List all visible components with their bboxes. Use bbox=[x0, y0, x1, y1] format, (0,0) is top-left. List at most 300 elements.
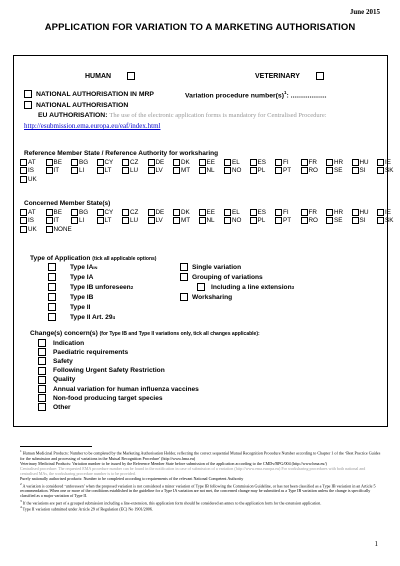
human-label: HUMAN bbox=[85, 72, 112, 80]
change-option-checkbox[interactable] bbox=[38, 357, 46, 365]
footnote-text: Type II variation submitted under Article 29 of Regulation (EC) No 1901/2006. bbox=[21, 506, 153, 512]
mrp-option bbox=[24, 90, 154, 98]
page-number: 1 bbox=[374, 540, 378, 548]
worksharing-option bbox=[180, 293, 232, 301]
type-option-checkbox[interactable] bbox=[48, 263, 56, 271]
concerned-state-label: DE bbox=[155, 208, 165, 216]
footnote-text: If the variations are part of a grouped submission including a line-extension, this application form should be considered an annex to the application form for the extension application. bbox=[21, 499, 322, 505]
type-option-footnote-ref: 2 bbox=[130, 284, 134, 290]
reference-state-label: UK bbox=[28, 175, 37, 183]
footnote-text: Centralised procedure: The requested EMA procedure number can be found in the notification in case of submission of a variation (http://www.ema.europa.eu) For worksharing procedures with both national and centralised MAs, the worksharing procedure number is to be provided. bbox=[20, 465, 366, 477]
reference-state-option-pt bbox=[275, 167, 301, 174]
concerned-state-option-uk bbox=[20, 226, 46, 233]
concerned-state-label: PT bbox=[283, 217, 292, 225]
concerned-state-checkbox-lt[interactable] bbox=[97, 217, 104, 224]
reference-state-checkbox-hr[interactable] bbox=[326, 159, 333, 166]
concerned-state-option-hr bbox=[326, 209, 352, 216]
concerned-state-option-mt bbox=[173, 217, 199, 224]
reference-state-checkbox-ro[interactable] bbox=[301, 167, 308, 174]
concerned-state-checkbox-is[interactable] bbox=[20, 217, 27, 224]
concerned-state-checkbox-lu[interactable] bbox=[122, 217, 129, 224]
change-option-checkbox[interactable] bbox=[38, 403, 46, 411]
reference-state-checkbox-uk[interactable] bbox=[20, 176, 27, 183]
concerned-state-checkbox-it[interactable] bbox=[46, 217, 53, 224]
procedure-label: Variation procedure number(s) bbox=[185, 92, 284, 100]
reference-state-label: IE bbox=[385, 158, 391, 166]
reference-state-checkbox-it[interactable] bbox=[46, 167, 53, 174]
single-variation-option bbox=[180, 263, 241, 271]
footnote-number: 4 bbox=[20, 505, 22, 510]
concerned-state-option-none bbox=[46, 226, 76, 233]
reference-state-checkbox-mt[interactable] bbox=[173, 167, 180, 174]
reference-state-checkbox-bg[interactable] bbox=[71, 159, 78, 166]
change-option-checkbox[interactable] bbox=[38, 339, 46, 347]
reference-state-label: LU bbox=[130, 167, 139, 175]
reference-state-option-cz bbox=[122, 159, 148, 166]
veterinary-checkbox[interactable] bbox=[316, 72, 324, 80]
change-option bbox=[38, 385, 199, 393]
concerned-state-checkbox-nl[interactable] bbox=[199, 217, 206, 224]
change-option bbox=[38, 367, 165, 375]
reference-state-option-li bbox=[71, 167, 97, 174]
change-option-label: Annual variation for human influenza vaccines bbox=[53, 385, 199, 393]
concerned-state-label: EE bbox=[206, 208, 215, 216]
reference-state-option-it bbox=[46, 167, 72, 174]
reference-state-checkbox-be[interactable] bbox=[46, 159, 53, 166]
concerned-state-option-nl bbox=[199, 217, 225, 224]
reference-state-option-nl bbox=[199, 167, 225, 174]
type-option-label: Type IB bbox=[70, 293, 94, 301]
procedure-field[interactable]: : ................... bbox=[286, 92, 327, 100]
reference-state-checkbox-li[interactable] bbox=[71, 167, 78, 174]
change-option-checkbox[interactable] bbox=[38, 348, 46, 356]
reference-state-option-is bbox=[20, 167, 46, 174]
type-option-label: Type II Art. 29 bbox=[70, 313, 113, 321]
reference-state-option-lt bbox=[97, 167, 123, 174]
concerned-state-checkbox-de[interactable] bbox=[148, 209, 155, 216]
reference-state-row bbox=[20, 167, 400, 176]
line-extension-checkbox[interactable] bbox=[197, 283, 205, 291]
change-option bbox=[38, 394, 163, 402]
eu-label: EU AUTHORISATION: bbox=[38, 112, 108, 119]
reference-state-label: PT bbox=[283, 167, 292, 175]
type-option-footnote-ref: 4 bbox=[112, 314, 116, 320]
type-option-checkbox[interactable] bbox=[48, 313, 56, 321]
change-option-label: Following Urgent Safety Restriction bbox=[53, 367, 165, 375]
reference-state-label: CZ bbox=[130, 158, 139, 166]
concerned-state-option-no bbox=[224, 217, 250, 224]
concerned-state-label: LV bbox=[155, 217, 163, 225]
concerned-state-checkbox-ee[interactable] bbox=[199, 209, 206, 216]
national-checkbox[interactable] bbox=[24, 101, 32, 109]
type-option bbox=[48, 263, 97, 271]
footnote-number: 1 bbox=[20, 449, 22, 453]
reference-state-option-at bbox=[20, 159, 46, 166]
footnote bbox=[20, 505, 382, 512]
concerned-state-checkbox-mt[interactable] bbox=[173, 217, 180, 224]
human-checkbox[interactable] bbox=[127, 72, 135, 80]
reference-state-checkbox-nl[interactable] bbox=[199, 167, 206, 174]
human-option bbox=[85, 72, 135, 80]
footnotes bbox=[20, 449, 382, 512]
footnote-number: 3 bbox=[20, 498, 22, 503]
reference-state-label: LI bbox=[79, 167, 85, 175]
change-option bbox=[38, 403, 71, 411]
concerned-state-option-ie bbox=[377, 209, 400, 216]
concerned-state-label: LT bbox=[104, 217, 112, 225]
concerned-states-grid bbox=[20, 208, 400, 234]
footnote-text: Purely nationally authorised products: Number to be completed according to requirements of the relevant National Competent Authority bbox=[20, 476, 244, 482]
footnote-number: 2 bbox=[20, 481, 22, 486]
concerned-state-option-el bbox=[224, 209, 250, 216]
reference-state-option-be bbox=[46, 159, 72, 166]
reference-state-option-mt bbox=[173, 167, 199, 174]
concerned-state-label: RO bbox=[308, 217, 318, 225]
concerned-state-row bbox=[20, 225, 400, 234]
concerned-state-checkbox-fi[interactable] bbox=[275, 209, 282, 216]
procedure-footnote-ref: 1 bbox=[283, 90, 287, 95]
national-label: NATIONAL AUTHORISATION bbox=[36, 101, 129, 109]
footnote bbox=[20, 482, 382, 499]
footnote-text: Human Medicinal Products: Number to be completed by the Marketing Authorisation Holder, reflecting the correct sequential Mutual Recognition Procedure Number according to Chapter 1 of the ‘Best Practice Guides for the submission and processing of variations in the Mutual Recognition Procedure’ (http://www.hma.eu) bbox=[20, 450, 381, 461]
reference-state-option-hu bbox=[352, 159, 378, 166]
reference-state-option-lv bbox=[148, 167, 174, 174]
reference-state-checkbox-de[interactable] bbox=[148, 159, 155, 166]
reference-state-label: AT bbox=[28, 158, 36, 166]
reference-state-checkbox-hu[interactable] bbox=[352, 159, 359, 166]
changes-heading-note: (for Type IB and Type II variations only, tick all changes applicable): bbox=[99, 331, 260, 337]
change-option-checkbox[interactable] bbox=[38, 385, 46, 393]
changes-heading-label: Change(s) concern(s) bbox=[30, 330, 98, 337]
concerned-state-option-ee bbox=[199, 209, 225, 216]
type-option-checkbox[interactable] bbox=[48, 293, 56, 301]
concerned-state-label: EL bbox=[232, 208, 240, 216]
reference-state-label: EL bbox=[232, 158, 240, 166]
reference-state-checkbox-dk[interactable] bbox=[173, 159, 180, 166]
concerned-state-option-at bbox=[20, 209, 46, 216]
change-option-label: Paediatric requirements bbox=[53, 348, 129, 356]
reference-state-label: CY bbox=[104, 158, 114, 166]
concerned-state-label: FR bbox=[308, 208, 317, 216]
reference-state-option-fi bbox=[275, 159, 301, 166]
concerned-state-label: IE bbox=[385, 208, 391, 216]
type-option-checkbox[interactable] bbox=[48, 273, 56, 281]
footnote-divider bbox=[20, 446, 92, 447]
change-option bbox=[38, 376, 75, 384]
concerned-state-checkbox-hr[interactable] bbox=[326, 209, 333, 216]
type-option-label: Type IA bbox=[70, 273, 94, 281]
reference-state-label: NL bbox=[206, 167, 215, 175]
reference-state-option-fr bbox=[301, 159, 327, 166]
concerned-state-option-pl bbox=[250, 217, 276, 224]
reference-state-label: IT bbox=[53, 167, 60, 175]
footnote bbox=[20, 449, 382, 461]
change-option-label: Indication bbox=[53, 339, 85, 347]
concerned-state-label: HR bbox=[334, 208, 344, 216]
veterinary-option bbox=[255, 72, 324, 80]
concerned-state-label: LI bbox=[79, 217, 85, 225]
concerned-state-label: CY bbox=[104, 208, 114, 216]
concerned-state-checkbox-bg[interactable] bbox=[71, 209, 78, 216]
reference-state-label: FI bbox=[283, 158, 289, 166]
concerned-state-option-lv bbox=[148, 217, 174, 224]
concerned-state-checkbox-es[interactable] bbox=[250, 209, 257, 216]
change-option bbox=[38, 339, 84, 347]
concerned-state-checkbox-no[interactable] bbox=[224, 217, 231, 224]
concerned-state-checkbox-cz[interactable] bbox=[122, 209, 129, 216]
concerned-state-checkbox-be[interactable] bbox=[46, 209, 53, 216]
reference-state-label: DK bbox=[181, 158, 190, 166]
reference-state-checkbox-pt[interactable] bbox=[275, 167, 282, 174]
reference-state-option-hr bbox=[326, 159, 352, 166]
concerned-state-option-be bbox=[46, 209, 72, 216]
reference-state-checkbox-fi[interactable] bbox=[275, 159, 282, 166]
reference-state-label: MT bbox=[181, 167, 191, 175]
concerned-state-label: IS bbox=[28, 217, 34, 225]
footnote-text: A variation is considered ‘unforeseen’ when the proposed variation is not considered a minor variation of Type IB following the Commission Guideline, or has not been classified as a Type IB variation in an Article 5 recommendation. When one or more of the conditions established in the guideline for a Type IA variation are not met, the concerned change may be submitted as a Type IB variation unless the change is specifically classified as a major variation of Type II. bbox=[20, 482, 376, 499]
veterinary-label: VETERINARY bbox=[255, 72, 300, 80]
concerned-state-label: ES bbox=[257, 208, 266, 216]
reference-state-checkbox-es[interactable] bbox=[250, 159, 257, 166]
concerned-state-option-lu bbox=[122, 217, 148, 224]
reference-state-option-es bbox=[250, 159, 276, 166]
concerned-state-option-es bbox=[250, 209, 276, 216]
reference-state-label: LT bbox=[104, 167, 112, 175]
reference-state-checkbox-pl[interactable] bbox=[250, 167, 257, 174]
concerned-state-label: SE bbox=[334, 217, 343, 225]
concerned-state-checkbox-sk[interactable] bbox=[377, 217, 384, 224]
reference-state-option-no bbox=[224, 167, 250, 174]
change-option-checkbox[interactable] bbox=[38, 394, 46, 402]
concerned-state-option-hu bbox=[352, 209, 378, 216]
concerned-state-checkbox-cy[interactable] bbox=[97, 209, 104, 216]
reference-state-checkbox-at[interactable] bbox=[20, 159, 27, 166]
reference-state-checkbox-cz[interactable] bbox=[122, 159, 129, 166]
concerned-state-checkbox-li[interactable] bbox=[71, 217, 78, 224]
concerned-state-checkbox-uk[interactable] bbox=[20, 226, 27, 233]
reference-state-label: SI bbox=[359, 167, 366, 175]
reference-state-checkbox-sk[interactable] bbox=[377, 167, 384, 174]
type-option-label: Type IA bbox=[70, 263, 94, 271]
concerned-state-option-li bbox=[71, 217, 97, 224]
reference-state-option-ro bbox=[301, 167, 327, 174]
type-option bbox=[48, 273, 93, 281]
concerned-state-label: FI bbox=[283, 208, 289, 216]
reference-state-checkbox-cy[interactable] bbox=[97, 159, 104, 166]
change-option-label: Non-food producing target species bbox=[53, 394, 163, 402]
concerned-state-label: NO bbox=[232, 217, 242, 225]
concerned-state-option-lt bbox=[97, 217, 123, 224]
reference-state-row bbox=[20, 175, 400, 184]
concerned-state-row bbox=[20, 208, 400, 217]
change-option-label: Quality bbox=[53, 376, 76, 384]
esubmission-link[interactable]: http://esubmission.ema.europa.eu/eaf/index.html bbox=[24, 122, 161, 130]
concerned-state-label: BE bbox=[53, 208, 62, 216]
reference-state-label: HU bbox=[359, 158, 369, 166]
change-option bbox=[38, 348, 128, 356]
concerned-state-option-cz bbox=[122, 209, 148, 216]
concerned-state-checkbox-se[interactable] bbox=[326, 217, 333, 224]
single-variation-label: Single variation bbox=[192, 263, 242, 271]
mrp-checkbox[interactable] bbox=[24, 90, 32, 98]
type-option-checkbox[interactable] bbox=[48, 283, 56, 291]
reference-state-label: RO bbox=[308, 167, 318, 175]
reference-state-checkbox-lt[interactable] bbox=[97, 167, 104, 174]
concerned-state-checkbox-el[interactable] bbox=[224, 209, 231, 216]
reference-state-checkbox-ie[interactable] bbox=[377, 159, 384, 166]
type-heading-note: (tick all applicable options) bbox=[92, 256, 157, 262]
concerned-state-option-de bbox=[148, 209, 174, 216]
concerned-state-label: LU bbox=[130, 217, 139, 225]
concerned-state-label: NL bbox=[206, 217, 215, 225]
concerned-state-checkbox-lv[interactable] bbox=[148, 217, 155, 224]
grouping-checkbox[interactable] bbox=[180, 273, 188, 281]
reference-state-label: SK bbox=[385, 167, 394, 175]
concerned-state-label: PL bbox=[257, 217, 266, 225]
concerned-state-option-dk bbox=[173, 209, 199, 216]
concerned-state-option-cy bbox=[97, 209, 123, 216]
concerned-state-label: CZ bbox=[130, 208, 139, 216]
reference-state-label: BG bbox=[79, 158, 89, 166]
concerned-state-option-is bbox=[20, 217, 46, 224]
worksharing-label: Worksharing bbox=[192, 293, 233, 301]
concerned-state-checkbox-fr[interactable] bbox=[301, 209, 308, 216]
reference-state-checkbox-is[interactable] bbox=[20, 167, 27, 174]
reference-state-option-lu bbox=[122, 167, 148, 174]
reference-state-option-el bbox=[224, 159, 250, 166]
reference-state-option-uk bbox=[20, 176, 46, 183]
concerned-state-row bbox=[20, 217, 400, 226]
reference-state-option-pl bbox=[250, 167, 276, 174]
reference-state-option-de bbox=[148, 159, 174, 166]
change-option bbox=[38, 357, 73, 365]
concerned-state-checkbox-ro[interactable] bbox=[301, 217, 308, 224]
change-option-label: Safety bbox=[53, 357, 73, 365]
reference-state-label: HR bbox=[334, 158, 344, 166]
reference-state-label: EE bbox=[206, 158, 215, 166]
concerned-state-label: SI bbox=[359, 217, 366, 225]
reference-state-label: DE bbox=[155, 158, 165, 166]
type-heading-label: Type of Application bbox=[30, 255, 91, 262]
worksharing-checkbox[interactable] bbox=[180, 293, 188, 301]
reference-state-option-bg bbox=[71, 159, 97, 166]
concerned-state-checkbox-at[interactable] bbox=[20, 209, 27, 216]
grouping-label: Grouping of variations bbox=[192, 273, 263, 281]
footnote-text: Veterinary Medicinal Products: Variation number to be issued by the Reference Member State before submission of the application according to the CMDv/BPG/004 (http://www.hma.eu/) bbox=[20, 460, 327, 466]
type-option-checkbox[interactable] bbox=[48, 303, 56, 311]
concerned-state-label: MT bbox=[181, 217, 191, 225]
mrp-label: NATIONAL AUTHORISATION IN MRP bbox=[36, 90, 154, 98]
reference-state-option-se bbox=[326, 167, 352, 174]
concerned-state-label: SK bbox=[385, 217, 394, 225]
eu-authorisation bbox=[38, 112, 327, 119]
reference-state-option-ee bbox=[199, 159, 225, 166]
reference-state-option-sk bbox=[377, 167, 400, 174]
concerned-state-option-it bbox=[46, 217, 72, 224]
changes-heading bbox=[30, 330, 260, 337]
concerned-state-checkbox-si[interactable] bbox=[352, 217, 359, 224]
concerned-state-option-fr bbox=[301, 209, 327, 216]
concerned-state-option-bg bbox=[71, 209, 97, 216]
document-date: June 2015 bbox=[349, 8, 380, 16]
reference-state-label: ES bbox=[257, 158, 266, 166]
reference-state-label: NO bbox=[232, 167, 242, 175]
concerned-state-checkbox-pl[interactable] bbox=[250, 217, 257, 224]
reference-state-option-dk bbox=[173, 159, 199, 166]
reference-state-option-si bbox=[352, 167, 378, 174]
concerned-state-checkbox-ie[interactable] bbox=[377, 209, 384, 216]
concerned-state-checkbox-pt[interactable] bbox=[275, 217, 282, 224]
concerned-states-heading: Concerned Member State(s) bbox=[24, 200, 111, 207]
type-option bbox=[48, 303, 90, 311]
concerned-state-label: HU bbox=[359, 208, 369, 216]
line-extension-option bbox=[197, 283, 294, 291]
reference-state-checkbox-lu[interactable] bbox=[122, 167, 129, 174]
reference-state-grid bbox=[20, 158, 400, 184]
concerned-state-option-fi bbox=[275, 209, 301, 216]
reference-state-checkbox-si[interactable] bbox=[352, 167, 359, 174]
type-option bbox=[48, 293, 93, 301]
grouping-option bbox=[180, 273, 263, 281]
concerned-state-checkbox-none[interactable] bbox=[46, 226, 53, 233]
reference-state-heading: Reference Member State / Reference Authority for worksharing bbox=[24, 150, 219, 157]
change-option-checkbox[interactable] bbox=[38, 376, 46, 384]
eu-note: The use of the electronic application forms is mandatory for Centralised Procedure: bbox=[109, 112, 327, 119]
reference-state-checkbox-se[interactable] bbox=[326, 167, 333, 174]
national-option bbox=[24, 101, 128, 109]
type-option-label: Type II bbox=[70, 303, 91, 311]
reference-state-row bbox=[20, 158, 400, 167]
reference-state-checkbox-fr[interactable] bbox=[301, 159, 308, 166]
reference-state-label: IS bbox=[28, 167, 34, 175]
procedure-number bbox=[185, 90, 327, 99]
concerned-state-option-si bbox=[352, 217, 378, 224]
concerned-state-option-ro bbox=[301, 217, 327, 224]
concerned-state-option-pt bbox=[275, 217, 301, 224]
concerned-state-checkbox-dk[interactable] bbox=[173, 209, 180, 216]
concerned-state-label: AT bbox=[28, 208, 36, 216]
reference-state-label: LV bbox=[155, 167, 163, 175]
single-variation-checkbox[interactable] bbox=[180, 263, 188, 271]
concerned-state-label: IT bbox=[53, 217, 60, 225]
reference-state-label: BE bbox=[53, 158, 62, 166]
concerned-state-checkbox-hu[interactable] bbox=[352, 209, 359, 216]
line-extension-footnote-ref: 3 bbox=[291, 284, 295, 290]
type-option-label: Type IB unforeseen bbox=[70, 283, 131, 291]
page-title: APPLICATION FOR VARIATION TO A MARKETING AUTHORISATION bbox=[44, 22, 356, 33]
type-option bbox=[48, 313, 115, 321]
reference-state-label: FR bbox=[308, 158, 317, 166]
change-option-label: Other bbox=[53, 403, 71, 411]
reference-state-option-ie bbox=[377, 159, 400, 166]
reference-state-checkbox-el[interactable] bbox=[224, 159, 231, 166]
change-option-checkbox[interactable] bbox=[38, 367, 46, 375]
reference-state-label: PL bbox=[257, 167, 266, 175]
footnote bbox=[20, 466, 382, 476]
reference-state-checkbox-lv[interactable] bbox=[148, 167, 155, 174]
reference-state-checkbox-no[interactable] bbox=[224, 167, 231, 174]
concerned-state-label: NONE bbox=[53, 225, 72, 233]
concerned-state-option-sk bbox=[377, 217, 400, 224]
reference-state-label: SE bbox=[334, 167, 343, 175]
type-option bbox=[48, 283, 133, 291]
concerned-state-label: DK bbox=[181, 208, 190, 216]
reference-state-checkbox-ee[interactable] bbox=[199, 159, 206, 166]
type-option-subscript: IN bbox=[93, 264, 98, 270]
concerned-state-label: BG bbox=[79, 208, 89, 216]
concerned-state-label: UK bbox=[28, 225, 37, 233]
line-extension-label: Including a line extension bbox=[211, 283, 292, 291]
